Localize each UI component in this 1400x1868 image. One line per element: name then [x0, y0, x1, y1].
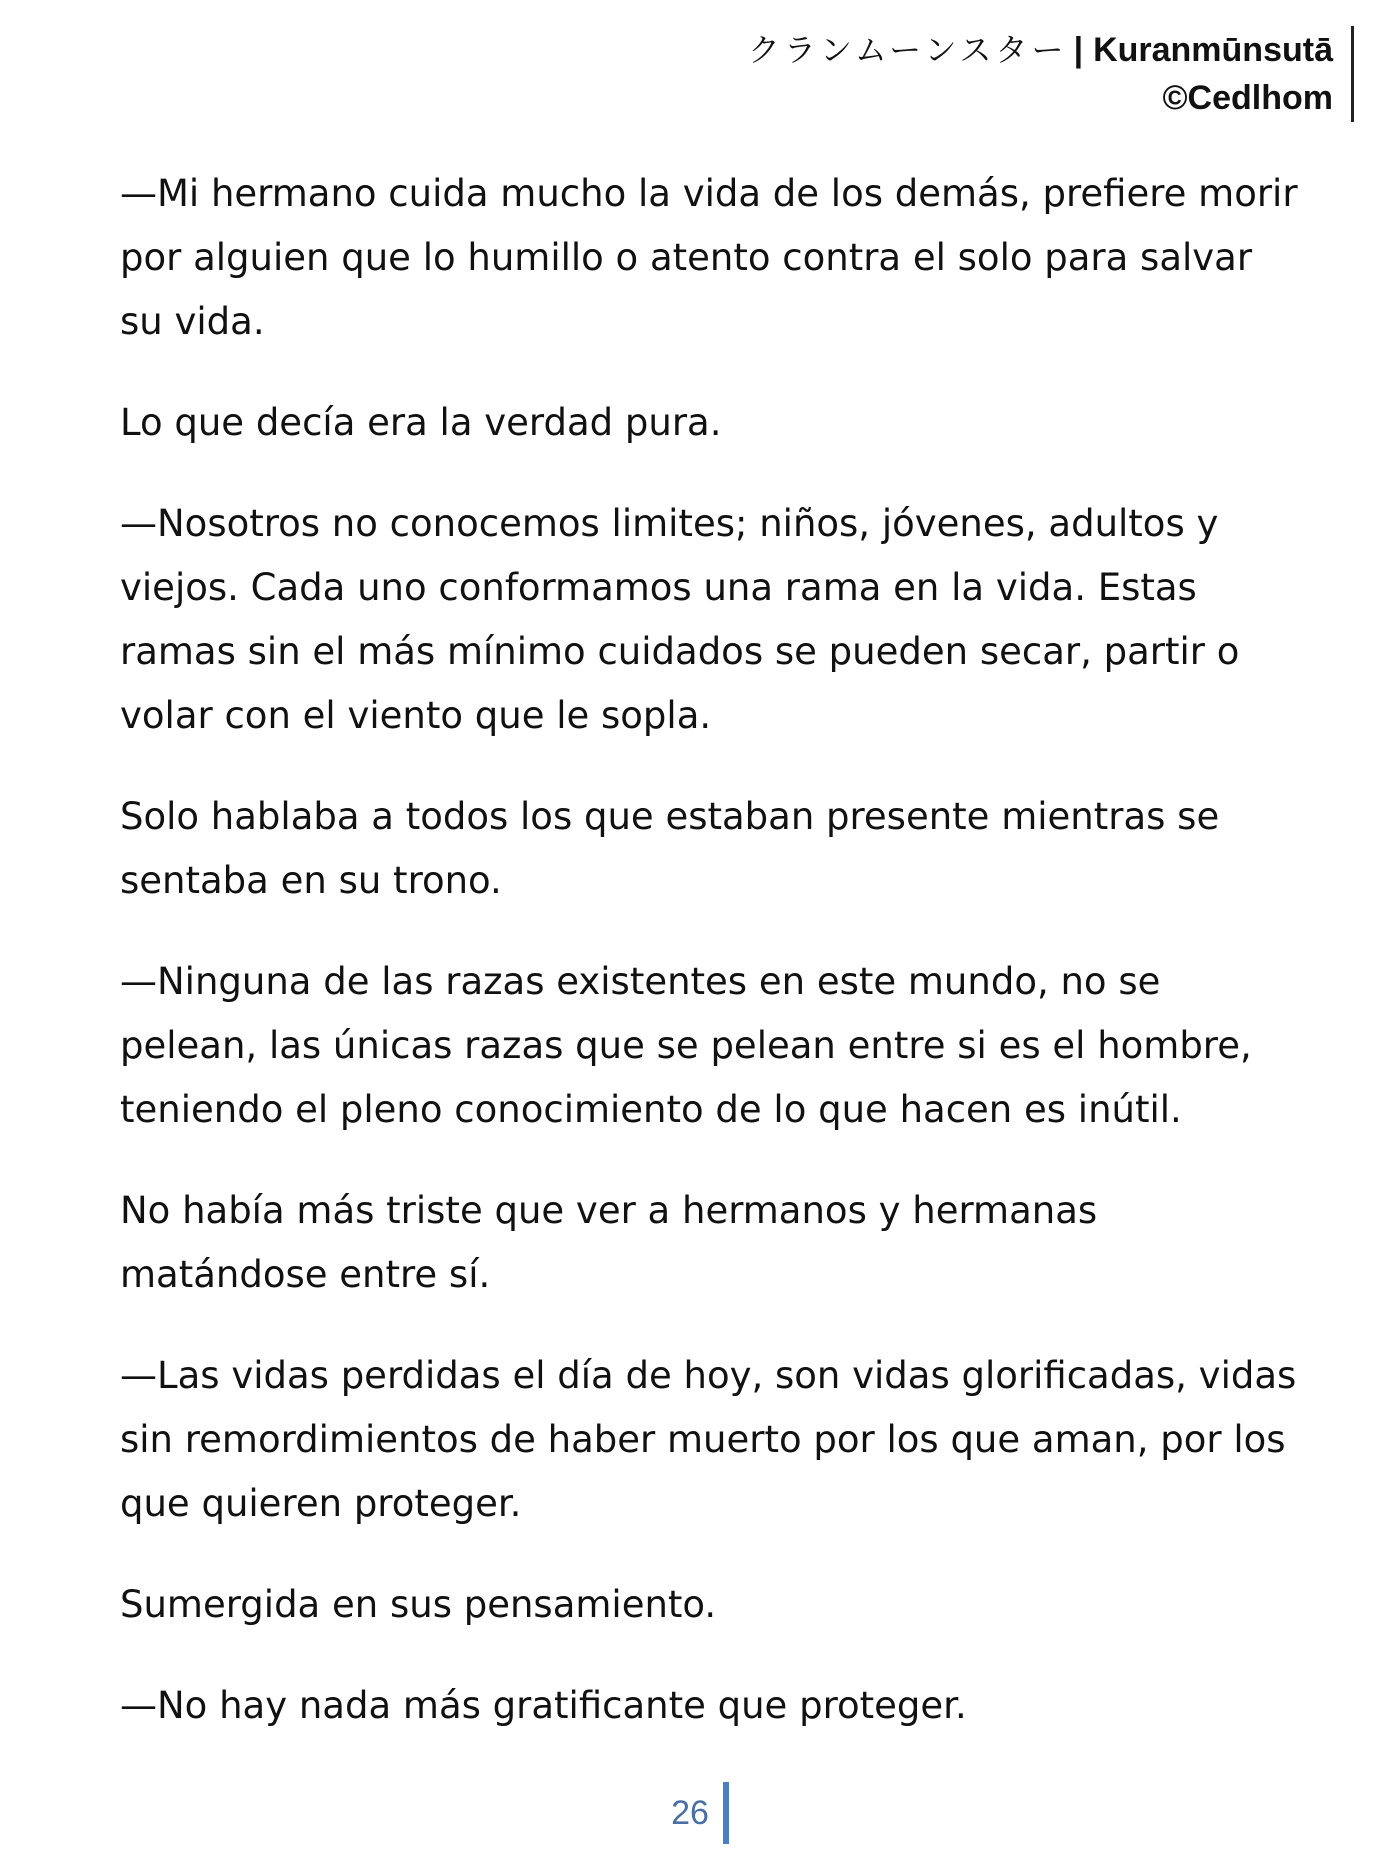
- paragraph: —Ninguna de las razas existentes en este mundo, no se pelean, las únicas razas que se pelean entre si es el hombre, teniendo el pleno conocimiento de lo que hacen es inútil.: [120, 960, 1252, 1131]
- page-header: [748, 26, 1354, 122]
- paragraph: —No hay nada más gratificante que proteger.: [120, 1684, 967, 1727]
- paragraph: No había más triste que ver a hermanos y hermanas matándose entre sí.: [120, 1189, 1098, 1296]
- romanized-title: Kuranmūnsutā: [1093, 31, 1333, 69]
- paragraph: —Mi hermano cuida mucho la vida de los demás, prefiere morir por alguien que lo humillo o atento contra el solo para salvar su vida.: [120, 172, 1298, 343]
- page-body: [120, 162, 1300, 1775]
- title-separator: |: [1073, 31, 1084, 69]
- header-title-line: [748, 26, 1333, 74]
- paragraph: —Nosotros no conocemos limites; niños, jóvenes, adultos y viejos. Cada uno conformamos una rama en la vida. Estas ramas sin el más mínimo cuidados se pueden secar, partir o volar con el viento que le sopla.: [120, 502, 1240, 737]
- paragraph: Solo hablaba a todos los que estaban presente mientras se sentaba en su trono.: [120, 795, 1220, 902]
- paragraph: —Las vidas perdidas el día de hoy, son vidas glorificadas, vidas sin remordimientos de haber muerto por los que aman, por los que quieren proteger.: [120, 1354, 1297, 1525]
- page-number: 26: [671, 1782, 729, 1844]
- japanese-title: クランムーンスター: [748, 31, 1068, 69]
- paragraph: Sumergida en sus pensamiento.: [120, 1583, 717, 1626]
- paragraph: Lo que decía era la verdad pura.: [120, 401, 722, 444]
- page-footer: [0, 1782, 1400, 1844]
- copyright-notice: ©Cedlhom: [1162, 79, 1333, 117]
